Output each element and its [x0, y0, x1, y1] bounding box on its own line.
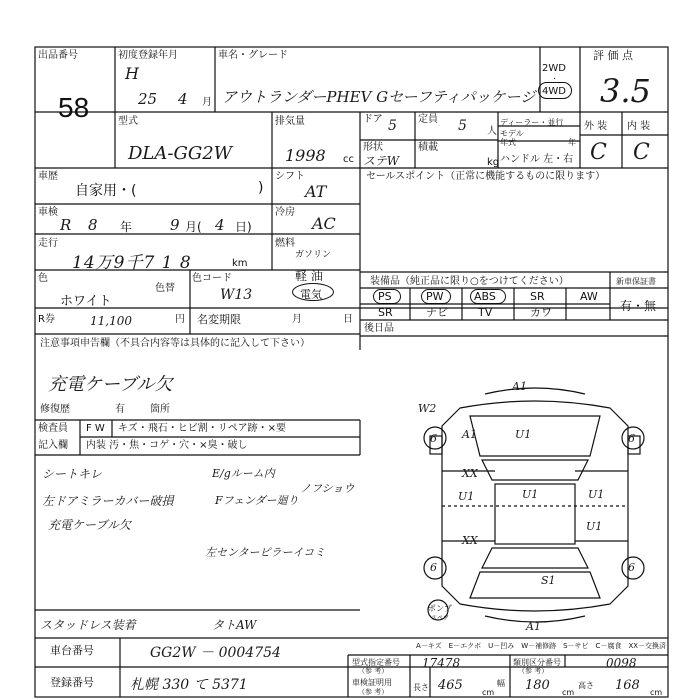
recycle-yen: 円 [175, 314, 185, 325]
mark-mirror-w2: W2 [418, 402, 437, 415]
inspection-era: R [60, 216, 72, 234]
mileage-value: 14万9千7 1 8 [72, 253, 192, 273]
color-value: ホワイト [60, 294, 112, 309]
inspection-month-unit: 月( [185, 220, 202, 234]
history-close-paren: ) [258, 180, 264, 196]
door-count: 5 [388, 118, 397, 134]
fuel-electric-circle [292, 283, 334, 301]
equip-pw-circle [421, 289, 451, 304]
car-name-grade: アウトランダーPHEV Gセーフティパッケージ [222, 88, 536, 106]
equip-abs-circle [470, 289, 506, 304]
exterior-label: 外 装 [584, 121, 608, 132]
equip-tv: TV [478, 306, 493, 319]
inspector-fw: F W [86, 423, 105, 434]
class-number: 0098 [606, 656, 637, 670]
notes-value: 充電ケーブル欠 [48, 374, 173, 395]
remark-line-2: 左ドアミラーカバー破損 [42, 494, 174, 508]
displacement: 1998 [285, 146, 326, 165]
plate-label: 登録番号 [50, 676, 94, 689]
tire-front-left: 6 [430, 432, 437, 445]
length-label: 長さ [413, 683, 429, 692]
mark-trunk-s1: S1 [541, 574, 556, 587]
inspection-year: 8 [88, 216, 98, 234]
mark-door-u1: U1 [458, 490, 475, 503]
remark-right-1: E/gルーム内 [212, 467, 275, 480]
interior-grade: C [633, 140, 650, 165]
mark-right-door-u1: U1 [588, 488, 605, 501]
warranty-label: 新車保証書 [616, 277, 656, 286]
inspection-year-unit: 年 [120, 220, 133, 234]
spare-pump-label: ポンプ [428, 604, 452, 613]
fuel-label: 燃料 [275, 238, 295, 249]
car-damage-diagram [400, 376, 668, 634]
equip-aw: AW [580, 290, 598, 303]
drive-4wd-circle [538, 82, 572, 99]
inspection-day-unit: 日) [235, 220, 252, 234]
drive-2wd: 2WD [542, 63, 566, 74]
rating-label: 評 価 点 [593, 49, 633, 62]
displacement-label: 排気量 [275, 116, 305, 127]
name-change-label: 名変期限 [197, 313, 241, 326]
load-label: 積載 [418, 142, 438, 153]
inspector-row-2: 内装 汚・焦・コゲ・穴・×臭・破し [86, 440, 248, 451]
repair-history-value: 有 [115, 404, 125, 415]
type-number: 17478 [422, 656, 461, 670]
rating-score: 3.5 [600, 72, 651, 110]
height-label: 高さ [578, 681, 594, 690]
fuel-gasoline: ガソリン [295, 250, 332, 260]
model-year-unit: 年 [568, 138, 576, 147]
sales-point-label: セールスポイント（正常に機能するものに限ります） [366, 171, 606, 182]
warranty-value: 有・無 [620, 299, 657, 313]
after-items-label: 後日品 [364, 323, 394, 334]
tire-rear-right: 6 [628, 561, 635, 574]
body-shape: ステW [363, 154, 400, 168]
ac-value: AC [312, 214, 336, 233]
name-change-day: 日 [343, 314, 353, 325]
capacity: 5 [458, 118, 467, 134]
history-value: 自家用・( [75, 183, 137, 199]
damage-legend: A－キズ E－エクボ U－凹み W－補修跡 S－サビ C－腐食 XX－交換済 [416, 642, 667, 650]
notes-label: 注意事項申告欄（不具合内容等は具体的に記入して下さい） [40, 338, 310, 349]
model-year-label-2: 年式 [500, 138, 516, 147]
type-number-label-2: （参 考） [358, 667, 389, 675]
load-unit: kg [487, 157, 500, 168]
mark-roof-u1: U1 [522, 488, 539, 501]
interior-label: 内 装 [627, 121, 651, 132]
mark-rear-door-u1: U1 [586, 520, 603, 533]
handle-label: ハンドル 左・右 [500, 154, 574, 165]
class-number-label-1: 類別区分番号 [513, 658, 561, 667]
recycle-amount: 11,100 [90, 314, 132, 328]
mark-door-xx-2: XX [462, 534, 478, 547]
inspector-label-1: 検査員 [38, 423, 68, 434]
mark-hood-u1: U1 [515, 428, 532, 441]
inspector-label-2: 記入欄 [38, 440, 68, 451]
ac-label: 冷房 [275, 207, 295, 218]
registration-year: 25 [138, 90, 158, 108]
mileage-unit: km [232, 258, 248, 269]
remark-right-2: Fフェンダー廻り [215, 494, 299, 507]
model-code: DLA-GG2W [128, 143, 233, 164]
height-unit: cm [650, 688, 663, 697]
chassis-number: GG2W － 0004754 [150, 645, 281, 661]
width-label: 幅 [497, 679, 505, 688]
repair-history-label: 修復歴 [40, 404, 70, 415]
equip-navi: ナビ [426, 306, 448, 319]
dealer-label: ディーラー・並行 [500, 118, 564, 127]
length-unit: cm [482, 688, 495, 697]
equipment-label: 装備品（純正品に限り○をつけてください） [370, 276, 569, 287]
recycle-label: R券 [38, 314, 55, 325]
mark-front-a1: A1 [512, 380, 527, 393]
inspection-day: 4 [215, 216, 225, 234]
chassis-label: 車台番号 [50, 644, 94, 657]
equip-abs: ABS [474, 290, 496, 303]
fuel-electric: 電気 [300, 288, 322, 301]
equip-ps: PS [378, 290, 392, 303]
tire-front-right: 6 [628, 432, 635, 445]
remark-right-3: ノフショウ [300, 482, 355, 495]
lot-number-label: 出品番号 [38, 50, 78, 61]
fuel-diesel: 軽 油 [295, 269, 323, 283]
remark-line-3: 充電ケーブル欠 [48, 518, 131, 532]
color-label: 色 [38, 273, 48, 284]
history-label: 車歴 [38, 171, 58, 182]
model-year-label-1: モデル [500, 129, 524, 138]
cert-label-2: （参 考） [358, 688, 389, 696]
color-code: W13 [220, 287, 253, 303]
cert-label-1: 車検証明用 [352, 678, 392, 687]
alloy-note: タトAW [212, 618, 257, 632]
type-number-label-1: 型式指定番号 [352, 658, 400, 667]
height-value: 168 [615, 678, 640, 693]
color-code-label: 色コード [192, 273, 232, 284]
mark-fender-a1: A1 [462, 428, 477, 441]
mileage-label: 走行 [38, 238, 58, 249]
inspection-label: 車検 [38, 207, 58, 218]
shift-value: AT [305, 182, 327, 201]
equip-ps-circle [373, 289, 401, 304]
shape-label: 形状 [363, 142, 383, 153]
name-grade-label: 車名・グレード [218, 50, 288, 61]
drive-separator: · [553, 74, 557, 85]
door-label: ドア [363, 114, 383, 125]
mark-door-xx-1: XX [462, 467, 478, 480]
displacement-unit: cc [343, 154, 354, 165]
registration-month-unit: 月 [202, 97, 212, 108]
length-value: 465 [438, 678, 463, 693]
width-value: 180 [525, 678, 550, 693]
spare-sub-label: スペア [431, 615, 450, 622]
drive-4wd: 4WD [542, 86, 566, 97]
capacity-unit: 人 [487, 126, 497, 137]
name-change-month: 月 [292, 314, 302, 325]
remark-right-4: 左センターピラーイコミ [205, 546, 326, 559]
first-registration-label: 初度登録年月 [118, 50, 178, 61]
tire-rear-left: 6 [430, 561, 437, 574]
registration-era: H [125, 64, 139, 83]
model-label: 型式 [118, 116, 138, 127]
width-unit: cm [562, 688, 575, 697]
class-number-label-2: （参 考） [518, 667, 549, 675]
mark-rear-a1: A1 [526, 620, 541, 633]
capacity-label: 定員 [418, 114, 438, 125]
repair-place-label: 箇所 [150, 404, 170, 415]
inspection-month: 9 [170, 216, 180, 234]
repaint-label: 色替 [155, 283, 175, 294]
studless-note: スタッドレス装着 [40, 618, 136, 632]
equip-pw: PW [426, 290, 444, 303]
equip-sr-top: SR [530, 290, 545, 303]
inspector-row-1: キズ・飛石・ヒビ割・リペア跡・×要 [118, 423, 286, 434]
registration-month: 4 [178, 90, 188, 108]
plate-number: 札幌 330 て 5371 [130, 677, 248, 693]
shift-label: シフト [275, 171, 305, 182]
equip-sr: SR [378, 306, 393, 319]
lot-number: 58 [58, 92, 90, 123]
remark-line-1: シートキレ [42, 467, 102, 481]
exterior-grade: C [590, 140, 607, 165]
equip-leather: カワ [530, 306, 552, 319]
